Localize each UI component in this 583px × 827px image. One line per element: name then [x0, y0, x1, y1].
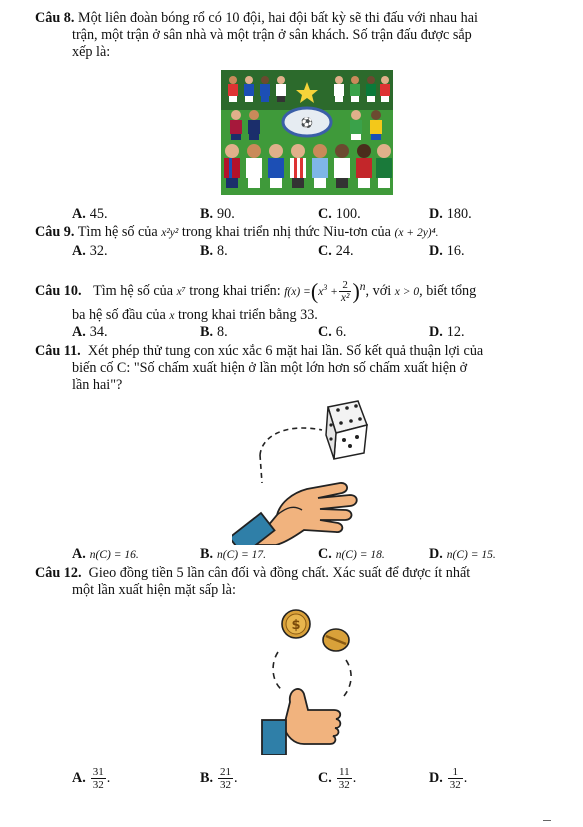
question-11-answer-d[interactable]: D. n(C) = 15.: [429, 546, 496, 562]
question-8-answer-b[interactable]: B. 90.: [200, 206, 235, 222]
question-12: [35, 565, 555, 599]
question-8-line2: trận, một trận ở sân nhà và một trận ở sân khách. Số trận đấu được sắp: [72, 27, 472, 43]
question-9: [35, 224, 555, 242]
question-9-text-a: Tìm hệ số của: [77, 224, 158, 240]
question-10-answer-b[interactable]: B. 8.: [200, 324, 228, 340]
question-10-line2b: trong khai triển bằng 33.: [177, 307, 318, 323]
question-8-line3: xếp là:: [72, 44, 111, 60]
question-10-cond-a: , với: [365, 283, 392, 299]
question-11: [35, 343, 555, 394]
question-11-answers: [72, 546, 542, 564]
question-9-answers: [72, 243, 542, 261]
question-10-label: Câu 10.: [35, 283, 82, 299]
question-10-fx: f(x) =: [284, 286, 311, 298]
question-10-answer-d[interactable]: D. 12.: [429, 324, 465, 340]
question-12-answer-c[interactable]: C. $\frac{11}{32}$ .: [318, 766, 357, 791]
question-12-label: Câu 12.: [35, 565, 82, 581]
question-11-answer-c[interactable]: C. n(C) = 18.: [318, 546, 385, 562]
left-paren: (: [310, 278, 319, 304]
question-12-answer-b[interactable]: B. $\frac{21}{32}$ .: [200, 766, 238, 791]
question-10-condition: x > 0: [394, 286, 420, 298]
question-11-answer-a[interactable]: A. n(C) = 16.: [72, 546, 139, 562]
page-edge-mark: [543, 820, 551, 821]
question-9-answer-b[interactable]: B. 8.: [200, 243, 228, 259]
question-10-answers: [72, 324, 542, 342]
question-8: [35, 10, 555, 61]
question-10: Câu 10. Tìm hệ số của x⁷ trong khai triển: $f(x) =(x^3$ + $\frac{2}{\text{x²}}$ )$^n$, với x > 0, biết tổng ba hệ số đầu của x trong khai triển bằng 33.: [35, 278, 477, 323]
question-10-var: x: [169, 310, 175, 322]
question-10-text-b: trong khai triển:: [189, 283, 281, 299]
question-12-line1: Gieo đồng tiền 5 lần cân đối và đồng chất. Xác suất để được ít nhất: [88, 565, 471, 581]
question-9-text-b: trong khai triển nhị thức Niu-tơn của: [181, 224, 391, 240]
question-10-answer-a[interactable]: A. 34.: [72, 324, 108, 340]
question-11-answer-b[interactable]: B. n(C) = 17.: [200, 546, 266, 562]
hand-throwing-dice-illustration: [232, 395, 377, 545]
question-10-line2: ba hệ số đầu của: [72, 307, 166, 323]
question-10-answer-c[interactable]: C. 6.: [318, 324, 347, 340]
question-11-line3: lần hai"?: [72, 377, 123, 393]
question-11-line2: biến cố C: "Số chấm xuất hiện ở lần một lớn hơn số chấm xuất hiện ở: [72, 360, 468, 376]
question-8-answer-c[interactable]: C. 100.: [318, 206, 361, 222]
question-9-answer-a[interactable]: A. 32.: [72, 243, 108, 259]
right-paren: ): [352, 278, 360, 304]
question-8-line1: Một liên đoàn bóng rổ có 10 đội, hai đội bất kỳ sẽ thi đấu với nhau hai: [77, 10, 478, 26]
question-8-answer-a[interactable]: A. 45.: [72, 206, 108, 222]
svg-text:⚽: ⚽: [300, 118, 314, 129]
question-8-answer-d[interactable]: D. 180.: [429, 206, 472, 222]
question-9-answer-c[interactable]: C. 24.: [318, 243, 354, 259]
question-10-text-a: Tìm hệ số của: [93, 283, 174, 299]
soccer-teams-illustration: [221, 70, 393, 195]
question-9-label: Câu 9.: [35, 224, 75, 240]
question-9-term: x²y²: [161, 227, 179, 239]
question-12-answer-a[interactable]: A. $\frac{31}{32}$ .: [72, 766, 111, 791]
question-10-cond-b: , biết tổng: [419, 283, 477, 299]
question-9-answer-d[interactable]: D. 16.: [429, 243, 465, 259]
svg-text:$: $: [291, 618, 301, 633]
question-8-answers: [72, 206, 542, 224]
question-11-line1: Xét phép thử tung con xúc xắc 6 mặt hai lần. Số kết quả thuận lợi của: [87, 343, 484, 359]
question-9-expression: (x + 2y)⁴.: [394, 227, 439, 239]
question-12-answers: [72, 766, 542, 792]
question-10-fraction: $\frac{2}{\text{x²}}$: [340, 279, 350, 305]
question-8-label: Câu 8.: [35, 10, 75, 26]
question-12-answer-d[interactable]: D. $\frac{1}{32}$ .: [429, 766, 468, 791]
coin-toss-illustration: [238, 602, 383, 755]
question-10-term: x⁷: [176, 286, 186, 298]
question-12-line2: một lần xuất hiện mặt sấp là:: [72, 582, 236, 598]
question-11-label: Câu 11.: [35, 343, 81, 359]
